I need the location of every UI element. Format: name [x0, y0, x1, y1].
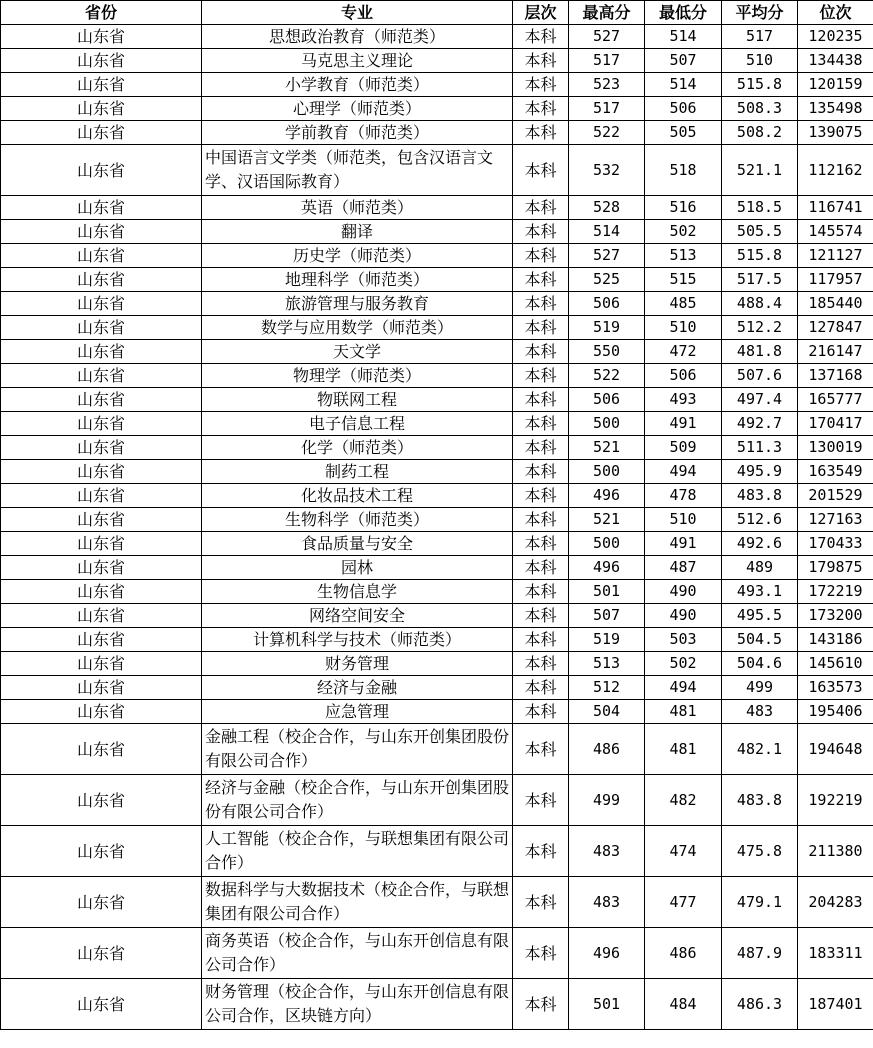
cell-major: 食品质量与安全: [202, 532, 513, 556]
cell-level: 本科: [513, 97, 569, 121]
cell-level: 本科: [513, 220, 569, 244]
cell-province: 山东省: [1, 292, 202, 316]
cell-province: 山东省: [1, 724, 202, 775]
table-row: [1, 316, 873, 340]
table-row: [1, 436, 873, 460]
table-row: [1, 826, 873, 877]
header-level: 层次: [513, 1, 569, 25]
cell-province: 山东省: [1, 484, 202, 508]
cell-major: 旅游管理与服务教育: [202, 292, 513, 316]
cell-province: 山东省: [1, 580, 202, 604]
cell-avg-score: 521.1: [722, 145, 798, 196]
cell-rank: 145610: [798, 652, 873, 676]
cell-max-score: 506: [569, 388, 645, 412]
cell-province: 山东省: [1, 508, 202, 532]
cell-rank: 179875: [798, 556, 873, 580]
cell-max-score: 514: [569, 220, 645, 244]
cell-province: 山东省: [1, 244, 202, 268]
cell-max-score: 550: [569, 340, 645, 364]
cell-max-score: 523: [569, 73, 645, 97]
cell-avg-score: 486.3: [722, 979, 798, 1030]
cell-major: 天文学: [202, 340, 513, 364]
cell-max-score: 522: [569, 364, 645, 388]
cell-max-score: 521: [569, 436, 645, 460]
cell-avg-score: 515.8: [722, 73, 798, 97]
cell-province: 山东省: [1, 145, 202, 196]
cell-province: 山东省: [1, 220, 202, 244]
cell-level: 本科: [513, 196, 569, 220]
cell-level: 本科: [513, 979, 569, 1030]
cell-avg-score: 483.8: [722, 484, 798, 508]
cell-level: 本科: [513, 628, 569, 652]
cell-province: 山东省: [1, 877, 202, 928]
cell-province: 山东省: [1, 604, 202, 628]
table-row: [1, 676, 873, 700]
cell-min-score: 514: [645, 25, 722, 49]
cell-max-score: 499: [569, 775, 645, 826]
cell-rank: 201529: [798, 484, 873, 508]
cell-province: 山东省: [1, 196, 202, 220]
cell-min-score: 503: [645, 628, 722, 652]
cell-major: 数学与应用数学（师范类）: [202, 316, 513, 340]
cell-major: 财务管理（校企合作，与山东开创信息有限公司合作，区块链方向）: [202, 979, 513, 1030]
cell-rank: 187401: [798, 979, 873, 1030]
table-row: [1, 628, 873, 652]
table-row: [1, 25, 873, 49]
cell-min-score: 487: [645, 556, 722, 580]
cell-province: 山东省: [1, 121, 202, 145]
cell-rank: 127847: [798, 316, 873, 340]
cell-level: 本科: [513, 25, 569, 49]
cell-major: 地理科学（师范类）: [202, 268, 513, 292]
cell-min-score: 510: [645, 316, 722, 340]
table-row: [1, 268, 873, 292]
table-row: [1, 244, 873, 268]
cell-level: 本科: [513, 268, 569, 292]
cell-major: 商务英语（校企合作，与山东开创信息有限公司合作）: [202, 928, 513, 979]
cell-major: 心理学（师范类）: [202, 97, 513, 121]
cell-min-score: 481: [645, 700, 722, 724]
cell-max-score: 496: [569, 484, 645, 508]
cell-province: 山东省: [1, 268, 202, 292]
table-row: [1, 460, 873, 484]
cell-max-score: 517: [569, 97, 645, 121]
table-row: [1, 877, 873, 928]
cell-province: 山东省: [1, 700, 202, 724]
cell-min-score: 506: [645, 364, 722, 388]
cell-avg-score: 492.6: [722, 532, 798, 556]
cell-province: 山东省: [1, 928, 202, 979]
cell-min-score: 486: [645, 928, 722, 979]
header-avg-score: 平均分: [722, 1, 798, 25]
cell-level: 本科: [513, 532, 569, 556]
cell-level: 本科: [513, 928, 569, 979]
cell-rank: 204283: [798, 877, 873, 928]
cell-avg-score: 508.3: [722, 97, 798, 121]
cell-rank: 172219: [798, 580, 873, 604]
header-major: 专业: [202, 1, 513, 25]
cell-level: 本科: [513, 508, 569, 532]
table-row: [1, 412, 873, 436]
cell-rank: 130019: [798, 436, 873, 460]
cell-level: 本科: [513, 49, 569, 73]
cell-avg-score: 475.8: [722, 826, 798, 877]
header-row: [1, 1, 873, 25]
cell-major: 中国语言文学类（师范类，包含汉语言文学、汉语国际教育）: [202, 145, 513, 196]
table-row: [1, 979, 873, 1030]
cell-min-score: 485: [645, 292, 722, 316]
cell-rank: 165777: [798, 388, 873, 412]
cell-avg-score: 511.3: [722, 436, 798, 460]
cell-major: 经济与金融（校企合作，与山东开创集团股份有限公司合作）: [202, 775, 513, 826]
cell-rank: 139075: [798, 121, 873, 145]
cell-max-score: 527: [569, 25, 645, 49]
cell-province: 山东省: [1, 340, 202, 364]
cell-major: 经济与金融: [202, 676, 513, 700]
cell-major: 化妆品技术工程: [202, 484, 513, 508]
cell-rank: 211380: [798, 826, 873, 877]
cell-level: 本科: [513, 244, 569, 268]
cell-level: 本科: [513, 775, 569, 826]
cell-avg-score: 495.9: [722, 460, 798, 484]
cell-province: 山东省: [1, 436, 202, 460]
cell-major: 小学教育（师范类）: [202, 73, 513, 97]
cell-avg-score: 493.1: [722, 580, 798, 604]
table-row: [1, 97, 873, 121]
cell-avg-score: 483: [722, 700, 798, 724]
cell-level: 本科: [513, 460, 569, 484]
cell-avg-score: 517: [722, 25, 798, 49]
table-row: [1, 652, 873, 676]
table-row: [1, 145, 873, 196]
cell-max-score: 500: [569, 532, 645, 556]
cell-level: 本科: [513, 676, 569, 700]
cell-level: 本科: [513, 412, 569, 436]
cell-major: 网络空间安全: [202, 604, 513, 628]
table-row: [1, 220, 873, 244]
cell-avg-score: 492.7: [722, 412, 798, 436]
cell-province: 山东省: [1, 979, 202, 1030]
cell-max-score: 527: [569, 244, 645, 268]
table-row: [1, 121, 873, 145]
cell-level: 本科: [513, 436, 569, 460]
cell-avg-score: 497.4: [722, 388, 798, 412]
cell-level: 本科: [513, 724, 569, 775]
cell-major: 人工智能（校企合作，与联想集团有限公司合作）: [202, 826, 513, 877]
cell-avg-score: 481.8: [722, 340, 798, 364]
cell-rank: 183311: [798, 928, 873, 979]
cell-avg-score: 512.6: [722, 508, 798, 532]
cell-max-score: 501: [569, 979, 645, 1030]
cell-level: 本科: [513, 652, 569, 676]
cell-province: 山东省: [1, 628, 202, 652]
cell-level: 本科: [513, 340, 569, 364]
cell-min-score: 502: [645, 220, 722, 244]
cell-rank: 185440: [798, 292, 873, 316]
cell-max-score: 513: [569, 652, 645, 676]
cell-min-score: 507: [645, 49, 722, 73]
cell-min-score: 484: [645, 979, 722, 1030]
cell-level: 本科: [513, 700, 569, 724]
cell-avg-score: 518.5: [722, 196, 798, 220]
cell-level: 本科: [513, 484, 569, 508]
cell-avg-score: 505.5: [722, 220, 798, 244]
cell-province: 山东省: [1, 97, 202, 121]
cell-major: 制药工程: [202, 460, 513, 484]
cell-major: 历史学（师范类）: [202, 244, 513, 268]
cell-avg-score: 483.8: [722, 775, 798, 826]
cell-major: 电子信息工程: [202, 412, 513, 436]
cell-avg-score: 489: [722, 556, 798, 580]
cell-min-score: 514: [645, 73, 722, 97]
cell-rank: 216147: [798, 340, 873, 364]
cell-province: 山东省: [1, 49, 202, 73]
table-row: [1, 484, 873, 508]
cell-min-score: 510: [645, 508, 722, 532]
cell-major: 物理学（师范类）: [202, 364, 513, 388]
cell-level: 本科: [513, 145, 569, 196]
cell-province: 山东省: [1, 364, 202, 388]
table-row: [1, 196, 873, 220]
header-min-score: 最低分: [645, 1, 722, 25]
cell-min-score: 482: [645, 775, 722, 826]
cell-min-score: 491: [645, 532, 722, 556]
cell-min-score: 518: [645, 145, 722, 196]
table-row: [1, 775, 873, 826]
cell-level: 本科: [513, 556, 569, 580]
cell-min-score: 502: [645, 652, 722, 676]
cell-avg-score: 487.9: [722, 928, 798, 979]
cell-major: 生物科学（师范类）: [202, 508, 513, 532]
cell-major: 物联网工程: [202, 388, 513, 412]
cell-max-score: 501: [569, 580, 645, 604]
cell-max-score: 483: [569, 826, 645, 877]
cell-max-score: 496: [569, 928, 645, 979]
cell-level: 本科: [513, 364, 569, 388]
cell-province: 山东省: [1, 316, 202, 340]
cell-major: 应急管理: [202, 700, 513, 724]
cell-max-score: 500: [569, 460, 645, 484]
cell-major: 翻译: [202, 220, 513, 244]
cell-min-score: 491: [645, 412, 722, 436]
cell-rank: 170433: [798, 532, 873, 556]
cell-min-score: 509: [645, 436, 722, 460]
cell-level: 本科: [513, 826, 569, 877]
cell-province: 山东省: [1, 826, 202, 877]
cell-level: 本科: [513, 73, 569, 97]
cell-province: 山东省: [1, 460, 202, 484]
cell-major: 学前教育（师范类）: [202, 121, 513, 145]
cell-level: 本科: [513, 121, 569, 145]
cell-rank: 116741: [798, 196, 873, 220]
cell-level: 本科: [513, 316, 569, 340]
cell-min-score: 481: [645, 724, 722, 775]
cell-max-score: 521: [569, 508, 645, 532]
cell-major: 计算机科学与技术（师范类）: [202, 628, 513, 652]
cell-min-score: 493: [645, 388, 722, 412]
cell-max-score: 504: [569, 700, 645, 724]
table-row: [1, 364, 873, 388]
cell-avg-score: 504.5: [722, 628, 798, 652]
table-row: [1, 532, 873, 556]
cell-major: 英语（师范类）: [202, 196, 513, 220]
cell-avg-score: 510: [722, 49, 798, 73]
cell-min-score: 472: [645, 340, 722, 364]
cell-province: 山东省: [1, 25, 202, 49]
cell-rank: 117957: [798, 268, 873, 292]
cell-rank: 170417: [798, 412, 873, 436]
cell-avg-score: 499: [722, 676, 798, 700]
cell-avg-score: 517.5: [722, 268, 798, 292]
table-row: [1, 292, 873, 316]
table-row: [1, 724, 873, 775]
cell-min-score: 477: [645, 877, 722, 928]
table-row: [1, 700, 873, 724]
cell-min-score: 490: [645, 604, 722, 628]
cell-province: 山东省: [1, 388, 202, 412]
cell-max-score: 532: [569, 145, 645, 196]
cell-province: 山东省: [1, 556, 202, 580]
cell-rank: 194648: [798, 724, 873, 775]
cell-max-score: 506: [569, 292, 645, 316]
cell-major: 化学（师范类）: [202, 436, 513, 460]
header-max-score: 最高分: [569, 1, 645, 25]
cell-level: 本科: [513, 580, 569, 604]
cell-max-score: 496: [569, 556, 645, 580]
table-row: [1, 73, 873, 97]
table-row: [1, 508, 873, 532]
cell-min-score: 513: [645, 244, 722, 268]
cell-min-score: 490: [645, 580, 722, 604]
cell-rank: 134438: [798, 49, 873, 73]
cell-avg-score: 495.5: [722, 604, 798, 628]
cell-min-score: 474: [645, 826, 722, 877]
cell-rank: 127163: [798, 508, 873, 532]
table-row: [1, 580, 873, 604]
cell-level: 本科: [513, 388, 569, 412]
cell-min-score: 478: [645, 484, 722, 508]
cell-rank: 112162: [798, 145, 873, 196]
header-province: 省份: [1, 1, 202, 25]
table-row: [1, 928, 873, 979]
cell-rank: 173200: [798, 604, 873, 628]
cell-avg-score: 504.6: [722, 652, 798, 676]
cell-max-score: 517: [569, 49, 645, 73]
cell-rank: 163549: [798, 460, 873, 484]
cell-rank: 135498: [798, 97, 873, 121]
cell-rank: 163573: [798, 676, 873, 700]
cell-major: 数据科学与大数据技术（校企合作，与联想集团有限公司合作）: [202, 877, 513, 928]
cell-rank: 195406: [798, 700, 873, 724]
table-row: [1, 340, 873, 364]
cell-max-score: 486: [569, 724, 645, 775]
cell-max-score: 500: [569, 412, 645, 436]
cell-province: 山东省: [1, 532, 202, 556]
cell-avg-score: 507.6: [722, 364, 798, 388]
cell-province: 山东省: [1, 412, 202, 436]
table-row: [1, 49, 873, 73]
cell-rank: 143186: [798, 628, 873, 652]
cell-max-score: 519: [569, 316, 645, 340]
cell-major: 生物信息学: [202, 580, 513, 604]
cell-max-score: 483: [569, 877, 645, 928]
cell-min-score: 516: [645, 196, 722, 220]
cell-major: 财务管理: [202, 652, 513, 676]
cell-max-score: 512: [569, 676, 645, 700]
cell-avg-score: 488.4: [722, 292, 798, 316]
cell-max-score: 507: [569, 604, 645, 628]
cell-level: 本科: [513, 604, 569, 628]
cell-min-score: 515: [645, 268, 722, 292]
table-row: [1, 604, 873, 628]
header-rank: 位次: [798, 1, 873, 25]
cell-rank: 137168: [798, 364, 873, 388]
cell-major: 园林: [202, 556, 513, 580]
cell-level: 本科: [513, 292, 569, 316]
cell-min-score: 494: [645, 460, 722, 484]
cell-min-score: 506: [645, 97, 722, 121]
table-body: [1, 25, 873, 1030]
cell-avg-score: 508.2: [722, 121, 798, 145]
cell-min-score: 494: [645, 676, 722, 700]
cell-province: 山东省: [1, 676, 202, 700]
cell-avg-score: 479.1: [722, 877, 798, 928]
cell-rank: 121127: [798, 244, 873, 268]
cell-province: 山东省: [1, 652, 202, 676]
cell-major: 金融工程（校企合作，与山东开创集团股份有限公司合作）: [202, 724, 513, 775]
cell-rank: 120235: [798, 25, 873, 49]
cell-max-score: 522: [569, 121, 645, 145]
cell-max-score: 528: [569, 196, 645, 220]
cell-avg-score: 515.8: [722, 244, 798, 268]
table-row: [1, 556, 873, 580]
cell-province: 山东省: [1, 73, 202, 97]
cell-max-score: 519: [569, 628, 645, 652]
cell-rank: 145574: [798, 220, 873, 244]
cell-major: 马克思主义理论: [202, 49, 513, 73]
cell-avg-score: 512.2: [722, 316, 798, 340]
cell-province: 山东省: [1, 775, 202, 826]
cell-rank: 120159: [798, 73, 873, 97]
cell-avg-score: 482.1: [722, 724, 798, 775]
cell-min-score: 505: [645, 121, 722, 145]
table-row: [1, 388, 873, 412]
cell-max-score: 525: [569, 268, 645, 292]
cell-level: 本科: [513, 877, 569, 928]
cell-major: 思想政治教育（师范类）: [202, 25, 513, 49]
cell-rank: 192219: [798, 775, 873, 826]
